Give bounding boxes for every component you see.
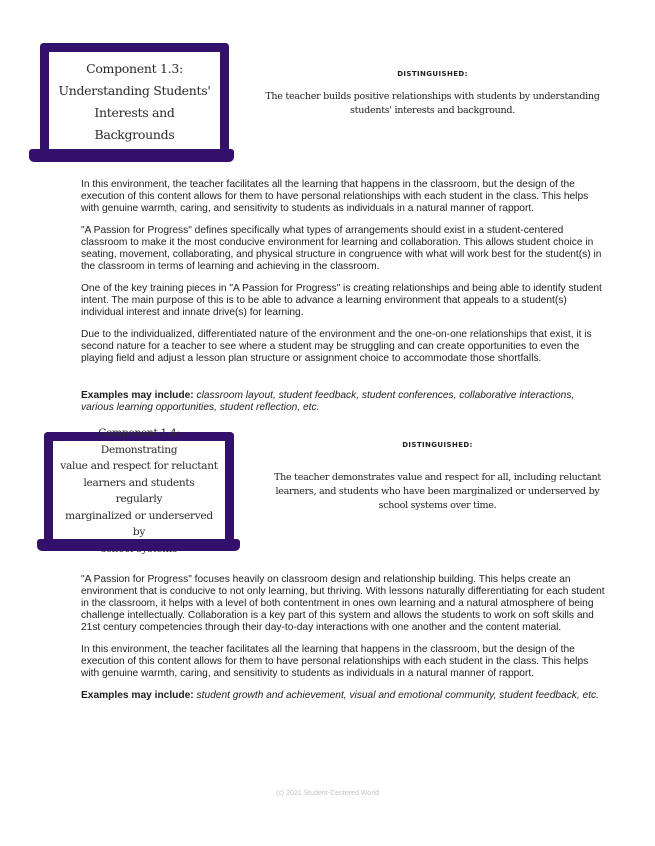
title-line: value and respect for reluctant [60,460,218,472]
component-1-3-title [55,58,214,146]
laptop-base [37,539,240,551]
component-1-3-distinguished [260,70,605,118]
examples-label: Examples may include: [81,390,194,401]
component-1-4-body [81,574,606,712]
examples-items: classroom layout, student feedback, student conferences, collaborative interactions, various learning opportunities, student reflection, etc. [81,390,575,413]
laptop-screen [44,427,234,541]
component-1-4-distinguished [265,441,610,513]
component-1-4-title [59,425,219,557]
component-1-3-body [81,179,606,375]
title-line: Understanding Students' [58,82,211,98]
examples-items: student growth and achievement, visual and emotional community, student feedback, etc. [196,690,599,701]
paragraph: Due to the individualized, differentiated nature of the environment and the one-on-one relationships that exist, it is second nature for a teacher to see where a student may be struggling and can create opportunities to even the playing field and adjust a lesson plan structure or assignment choice to accommodate those shortfalls. [81,329,592,364]
laptop-screen [40,43,229,151]
copyright-footer: (c) 2021 Student-Centered World [276,790,379,797]
distinguished-text: The teacher demonstrates value and respect for all, including reluctant learners, and students who have been marginalized or underserved by school systems over time. [274,472,601,511]
distinguished-text: The teacher builds positive relationships with students by understanding students' interests and background. [265,91,600,116]
title-line: Interests and Backgrounds [94,104,175,142]
paragraph: In this environment, the teacher facilitates all the learning that happens in the classroom, but the design of the execution of this content allows for them to have personal relationships with each student in the class. This helps with genuine warmth, caring, and sensitivity to students as individuals in a natural manner of rapport. [81,644,589,679]
title-line: learners and students regularly [83,476,195,505]
component-1-4-laptop-graphic [32,427,244,554]
component-1-4-examples [81,690,606,702]
title-line: Component 1.4: Demonstrating [98,427,180,456]
paragraph: In this environment, the teacher facilitates all the learning that happens in the classroom, but the design of the execution of this content allows for them to have personal relationships with each student in the class. This helps with genuine warmth, caring, and sensitivity to students as individuals in a natural manner of rapport. [81,179,589,214]
paragraph: One of the key training pieces in "A Passion for Progress" is creating relationships and being able to identify student intent. The main purpose of this is to be able to advance a learning environment that appeals to a student(s) individual interest and innate drive(s) for learning. [81,283,602,318]
laptop-base [29,149,234,162]
distinguished-label: DISTINGUISHED: [402,441,473,449]
title-line: marginalized or underserved by [65,509,213,538]
title-line: Component 1.3: [86,60,183,76]
distinguished-label: DISTINGUISHED: [397,70,468,78]
component-1-3-examples [81,390,606,424]
component-1-3-laptop-graphic [22,43,247,166]
paragraph: "A Passion for Progress" defines specifically what types of arrangements should exist in a student-centered classroom to make it the most conducive environment for learning and collaboration. This allows student choice in seating, movement, collaborating, and physical structure in congruence with what will work best for the student(s) in the classroom in terms of learning and achieving in the classroom. [81,225,602,272]
paragraph: "A Passion for Progress" focuses heavily on classroom design and relationship building. This helps create an environment that is conducive to not only learning, but thriving. With lessons naturally differentiating for each student in the classroom, it helps with a level of both contentment in ones own learning and a natural atmosphere of being challenge intellectually. Collaboration is a key part of this system and allows the students to work on soft skills and 21st century competencies through their day-to-day interactions with one another and the content material. [81,574,605,633]
examples-label: Examples may include: [81,690,194,701]
